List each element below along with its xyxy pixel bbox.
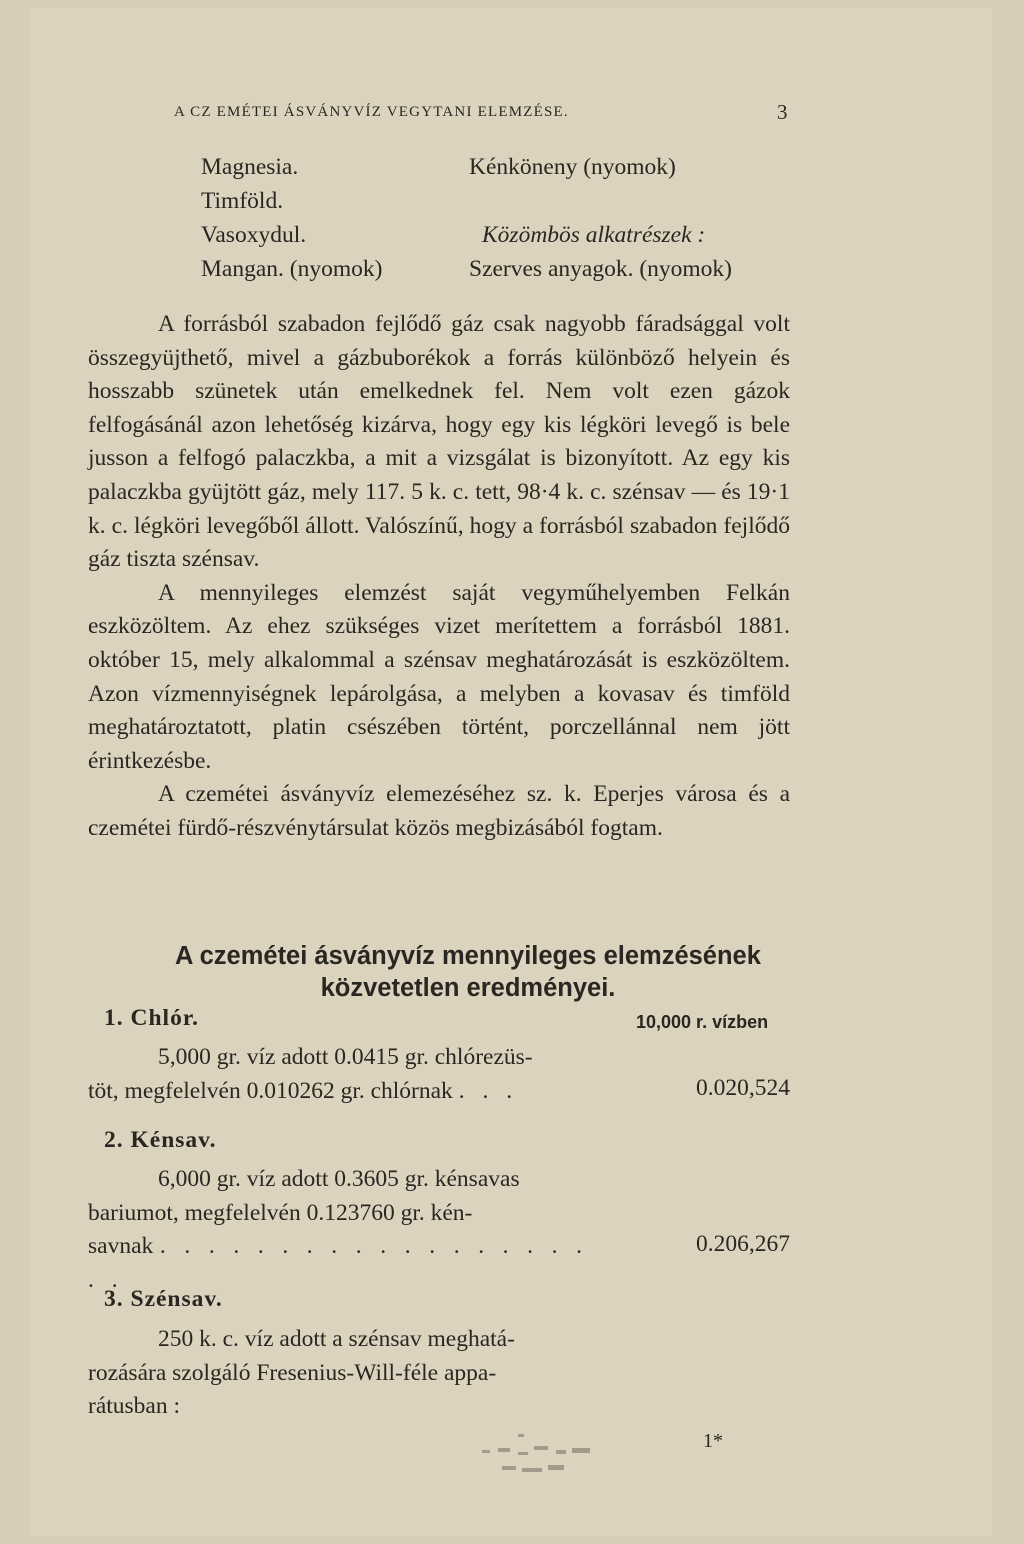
- component-timfold: Timföld.: [201, 188, 284, 214]
- component-mangan: Mangan. (nyomok): [201, 256, 383, 282]
- paragraph-commission: A czemétei ásványvíz elemezéséhez sz. k. Eperjes városa és a czemétei fürdő-részvénytársulat közös megbizásából fogtam.: [88, 781, 790, 841]
- item-value-chlor: 0.020,524: [696, 1075, 790, 1101]
- component-magnesia: Magnesia.: [201, 154, 299, 180]
- item-title-kensav: 2. Kénsav.: [104, 1127, 217, 1153]
- section-title-line1: A czemétei ásványvíz mennyileges elemzésének: [175, 942, 761, 970]
- component-organic: Szerves anyagok. (nyomok): [469, 256, 732, 282]
- library-stamp-icon: [472, 1432, 622, 1492]
- page-number: 3: [777, 100, 788, 124]
- component-kenkoneny: Kénköneny (nyomok): [469, 154, 676, 180]
- paragraph-analysis: A mennyileges elemzést saját vegyműhelyemben Felkán eszközöltem. Az ehez szükséges vizet merítettem a forrásból 1881. október 15, mely alkalommal a szénsav meghatározását is eszközöltem. Azon vízmennyiségnek lepárolgása, a melyben a kovasav és timföld meghatároztatott, platin csészében történt, porczellánnal nem jött érintkezésbe.: [88, 579, 790, 774]
- item-title-chlor: 1. Chlór.: [104, 1005, 199, 1031]
- unit-label: 10,000 r. vízben: [636, 1012, 769, 1032]
- signature-mark: 1*: [703, 1430, 723, 1452]
- running-title: A CZ EMÉTEI ÁSVÁNYVÍZ VEGYTANI ELEMZÉSE.: [174, 104, 569, 120]
- item-text-szensav: 250 k. c. víz adott a szénsav meghatá- rozására szolgáló Fresenius-Will-féle appa- rátusban :: [88, 1326, 515, 1420]
- section-title-line2: közvetetlen eredményei.: [320, 974, 616, 1002]
- paragraph-gas: A forrásból szabadon fejlődő gáz csak nagyobb fáradsággal volt összegyüjthető, mivel a gázbuborékok a forrás különböző helyein és hosszabb szünetek után emelkednek fel. Nem volt ezen gázok felfogásánál azon lehetőség kizárva, hogy egy kis légköri levegő is bele jusson a felfogó palaczkba, a mit a vizsgálat is bizonyított. Az egy kis palaczkba gyüjtött gáz, mely 117. 5 k. c. tett, 98·4 k. c. szénsav — és 19·1 k. c. légköri levegőből állott. Valószínű, hogy a forrásból szabadon fejlődő gáz tiszta szénsav.: [88, 311, 790, 573]
- item-text-chlor: 5,000 gr. víz adott 0.0415 gr. chlórezüs- töt, megfelelvén 0.010262 gr. chlórnak . . .: [88, 1044, 533, 1104]
- component-vasoxydul: Vasoxydul.: [201, 222, 307, 248]
- item-title-szensav: 3. Szénsav.: [104, 1286, 223, 1312]
- item-value-kensav: 0.206,267: [696, 1231, 790, 1257]
- section-title: [88, 940, 848, 1004]
- item-text-kensav: 6,000 gr. víz adott 0.3605 gr. kénsavas bariumot, megfelelvén 0.123760 gr. kén- savnak . . . . . . . . . . . . . . . . . . . .: [88, 1166, 589, 1293]
- inert-components-heading: Közömbös alkatrészek :: [482, 222, 706, 248]
- body-text: [88, 308, 790, 846]
